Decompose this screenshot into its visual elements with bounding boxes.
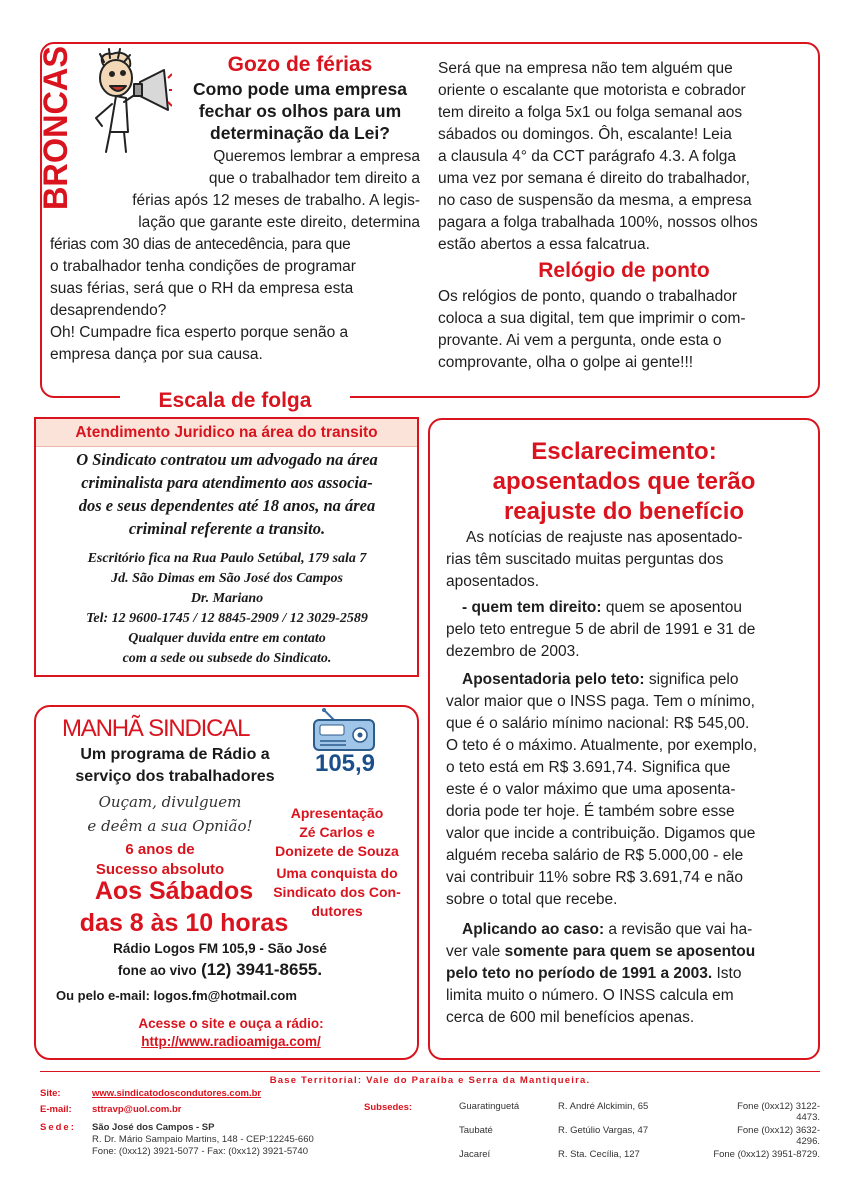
aposent-p3-text: significa pelo xyxy=(644,671,739,688)
manha-site-link[interactable]: http://www.radioamiga.com/ xyxy=(141,1034,321,1049)
juridico-contact-line: Dr. Mariano xyxy=(190,591,264,606)
aposent-title-2: aposentados que terão xyxy=(492,468,756,495)
aposent-p2-first xyxy=(462,597,806,619)
manha-horario: das 8 às 10 horas xyxy=(79,909,289,937)
aposent-p3-line: este é o valor máximo que uma aposenta- xyxy=(446,781,736,798)
manha-conquista-line: Uma conquista do xyxy=(276,865,398,881)
relogio-title: Relógio de ponto xyxy=(538,259,710,282)
footer-subsedes-label: Subsedes: xyxy=(364,1102,413,1113)
subsede-addr: R. André Alckimin, 65 xyxy=(558,1101,649,1112)
manha-acesse: Acesse o site e ouça a rádio: xyxy=(138,1016,324,1031)
relogio-line: coloca a sua digital, tem que imprimir o com- xyxy=(438,310,746,327)
subsede-city: Guaratinguetá xyxy=(459,1101,520,1112)
radio-frequency: 105,9 xyxy=(314,750,376,777)
juridico-contact-line: com a sede ou subsede do Sindicato. xyxy=(122,651,332,666)
footer-territorial: Base Territorial: Vale do Paraíba e Serra da Mantiqueira. xyxy=(269,1075,591,1086)
relogio-line: provante. Ai vem a pergunta, onde esta o xyxy=(438,332,722,349)
footer-sede-addr: R. Dr. Mário Sampaio Martins, 148 - CEP:12245-660 xyxy=(92,1134,314,1145)
escala-line: sábados ou domingos. Ôh, escalante! Leia xyxy=(438,126,732,143)
subsede-fone: Fone (0xx12) 3951-8729. xyxy=(713,1149,820,1160)
manha-fone: (12) 3941-8655. xyxy=(201,960,323,979)
aposent-p3-bold: Aposentadoria pelo teto: xyxy=(462,671,645,688)
subsede-city: Taubaté xyxy=(459,1125,493,1136)
aposent-p3-line: valor maior que o INSS paga. Tem o mínimo, xyxy=(446,693,755,710)
gozo-line: o trabalhador tenha condições de programar xyxy=(50,258,356,275)
aposent-p3-line: vai contribuir 11% sobre R$ 3.691,74 e não xyxy=(446,869,743,886)
aposent-p4-first xyxy=(462,919,806,941)
footer-site-label: Site: xyxy=(40,1088,61,1099)
relogio-line: comprovante, olha o golpe ai gente!!! xyxy=(438,354,694,371)
manha-hand-line: e deêm a sua Opnião! xyxy=(87,817,253,835)
aposent-p3-line: doria pode ter hoje. É também sobre esse xyxy=(446,803,735,820)
escala-line: Será que na empresa não tem alguém que xyxy=(438,60,733,77)
aposent-p2-line: dezembro de 2003. xyxy=(446,643,580,660)
footer-sede-label: Sede: xyxy=(40,1122,76,1133)
aposent-p2-bold: - quem tem direito: xyxy=(462,599,602,616)
juridico-body-line: O Sindicato contratou um advogado na área xyxy=(76,450,378,469)
gozo-subtitle-3: determinação da Lei? xyxy=(210,123,390,143)
gozo-line: Queremos lembrar a empresa xyxy=(213,148,420,165)
aposent-p2-text: quem se aposentou xyxy=(601,599,742,616)
aposent-p4-l3a: Isto xyxy=(712,965,742,982)
manha-sabados: Aos Sábados xyxy=(94,877,254,905)
aposent-p3-line: valor que incide a contribuição. Digamos que xyxy=(446,825,756,842)
subsede-fone2: 4473. xyxy=(796,1112,820,1123)
manha-hand-line: Ouçam, divulguem xyxy=(98,793,242,811)
relogio-line: Os relógios de ponto, quando o trabalhador xyxy=(438,288,738,305)
manha-anos-line: Sucesso absoluto xyxy=(95,861,225,878)
broncas-text: BRONCAS xyxy=(38,44,74,210)
manha-logo: MANHÃ SINDICAL xyxy=(62,715,250,742)
manha-email: Ou pelo e-mail: logos.fm@hotmail.com xyxy=(56,988,297,1003)
juridico-title: Atendimento Juridico na área do transito xyxy=(36,419,417,447)
gozo-line: que o trabalhador tem direito a xyxy=(208,170,420,187)
manha-conquista-line: dutores xyxy=(311,903,363,919)
gozo-line: suas férias, será que o RH da empresa esta xyxy=(50,280,354,297)
escala-line: estão abertos a essa falcatrua. xyxy=(438,236,650,253)
aposent-p4-line: limita muito o número. O INSS calcula em xyxy=(446,987,734,1004)
broncas-vertical-label xyxy=(38,44,74,212)
manha-anos-line: 6 anos de xyxy=(125,841,195,858)
juridico-body-line: criminalista para atendimento aos associa- xyxy=(81,473,373,492)
gozo-subtitle-2: fechar os olhos para um xyxy=(198,101,402,121)
aposent-p4-line3 xyxy=(446,963,806,985)
footer-sede-city: São José dos Campos - SP xyxy=(92,1122,215,1133)
aposent-p3-line: o teto está em R$ 3.691,74. Significa que xyxy=(446,759,731,776)
escala-line: a clausula 4° da CCT parágrafo 4.3. A folga xyxy=(438,148,737,165)
gozo-line: Oh! Cumpadre fica esperto porque senão a xyxy=(50,324,349,341)
escala-title: Escala de folga xyxy=(120,389,350,413)
juridico-body-line: dos e seus dependentes até 18 anos, na área xyxy=(78,496,376,515)
footer-sede-fone: Fone: (0xx12) 3921-5077 - Fax: (0xx12) 3921-5740 xyxy=(92,1146,308,1157)
escala-line: no caso de suspensão da mesma, a empresa xyxy=(438,192,752,209)
juridico-body-line: criminal referente a transito. xyxy=(128,519,326,538)
escala-line: uma vez por semana é direito do trabalhador, xyxy=(438,170,750,187)
gozo-line: férias com 30 dias de antecedência, para que xyxy=(50,236,351,253)
subsede-fone: Fone (0xx12) 3122- xyxy=(737,1101,820,1112)
aposent-p1-line: rias têm suscitado muitas perguntas dos xyxy=(446,551,724,568)
shouting-man-illustration xyxy=(76,48,172,158)
aposent-p3-line: que é o salário mínimo nacional: R$ 545,00. xyxy=(446,715,750,732)
manha-conquista-line: Sindicato dos Con- xyxy=(273,884,401,900)
aposent-p4-text: a revisão que vai ha- xyxy=(604,921,753,938)
footer-divider xyxy=(40,1071,820,1072)
gozo-line: lação que garante este direito, determina xyxy=(138,214,420,231)
subsede-city: Jacareí xyxy=(459,1149,491,1160)
manha-fone-row xyxy=(70,960,370,980)
aposent-p3-first xyxy=(462,669,806,691)
manha-radio: Rádio Logos FM 105,9 - São José xyxy=(113,941,327,956)
gozo-title: Gozo de férias xyxy=(227,53,373,76)
aposent-p4-l3b: pelo teto no período de 1991 a 2003. xyxy=(446,965,713,982)
footer-email-link[interactable]: sttravp@uol.com.br xyxy=(92,1104,182,1115)
aposent-p2-line: pelo teto entregue 5 de abril de 1991 e 31 de xyxy=(446,621,756,638)
aposent-p1-line: As notícias de reajuste nas aposentado- xyxy=(466,529,743,546)
gozo-line: empresa dança por sua causa. xyxy=(50,346,263,363)
subsede-addr: R. Getúlio Vargas, 47 xyxy=(558,1125,649,1136)
footer-site-link[interactable]: www.sindicatodoscondutores.com.br xyxy=(92,1088,262,1099)
manha-fone-label: fone ao vivo xyxy=(117,963,197,978)
escala-line: pagara a folga trabalhada 100%, nossos olhos xyxy=(438,214,758,231)
manha-apresentacao-line: Apresentação xyxy=(290,805,384,821)
aposent-p1-line: aposentados. xyxy=(446,573,540,590)
subsede-fone2: 4296. xyxy=(796,1136,820,1147)
aposent-p3-line: sobre o total que recebe. xyxy=(446,891,618,908)
subsede-addr: R. Sta. Cecília, 127 xyxy=(558,1149,640,1160)
aposent-p4-line2 xyxy=(446,941,806,963)
escala-line: tem direito a folga 5x1 ou folga semanal aos xyxy=(438,104,743,121)
manha-program-line: serviço dos trabalhadores xyxy=(75,768,275,785)
gozo-subtitle-1: Como pode uma empresa xyxy=(193,79,407,99)
manha-apresentacao-line: Zé Carlos e xyxy=(299,824,375,840)
aposent-p4-line: cerca de 600 mil benefícios apenas. xyxy=(446,1009,695,1026)
escala-line: oriente o escalante que motorista e cobrador xyxy=(438,82,746,99)
aposent-p4-l2b: somente para quem se aposentou xyxy=(504,943,756,960)
aposent-p3-line: O teto é o máximo. Atualmente, por exemplo, xyxy=(446,737,758,754)
aposent-p4-l2a: ver vale xyxy=(446,943,505,960)
subsede-fone: Fone (0xx12) 3632- xyxy=(737,1125,820,1136)
juridico-contact-line: Qualquer duvida entre em contato xyxy=(128,631,326,646)
aposent-title-3: reajuste do benefício xyxy=(503,498,745,525)
aposent-title-1: Esclarecimento: xyxy=(531,438,717,465)
manha-program-line: Um programa de Rádio a xyxy=(80,746,270,763)
footer-email-label: E-mail: xyxy=(40,1104,72,1115)
aposent-p4-bold: Aplicando ao caso: xyxy=(462,921,605,938)
gozo-line: férias após 12 meses de trabalho. A legis- xyxy=(132,192,420,209)
juridico-contact-line: Escritório fica na Rua Paulo Setúbal, 179 sala 7 xyxy=(87,551,367,566)
juridico-contact-line: Tel: 12 9600-1745 / 12 8845-2909 / 12 3029-2589 xyxy=(86,611,368,626)
manha-apresentacao-line: Donizete de Souza xyxy=(275,843,399,859)
gozo-line: desaprendendo? xyxy=(50,302,167,319)
juridico-contact-line: Jd. São Dimas em São José dos Campos xyxy=(111,571,343,586)
aposent-p3-line: alguém receba salário de R$ 5.000,00 - ele xyxy=(446,847,744,864)
